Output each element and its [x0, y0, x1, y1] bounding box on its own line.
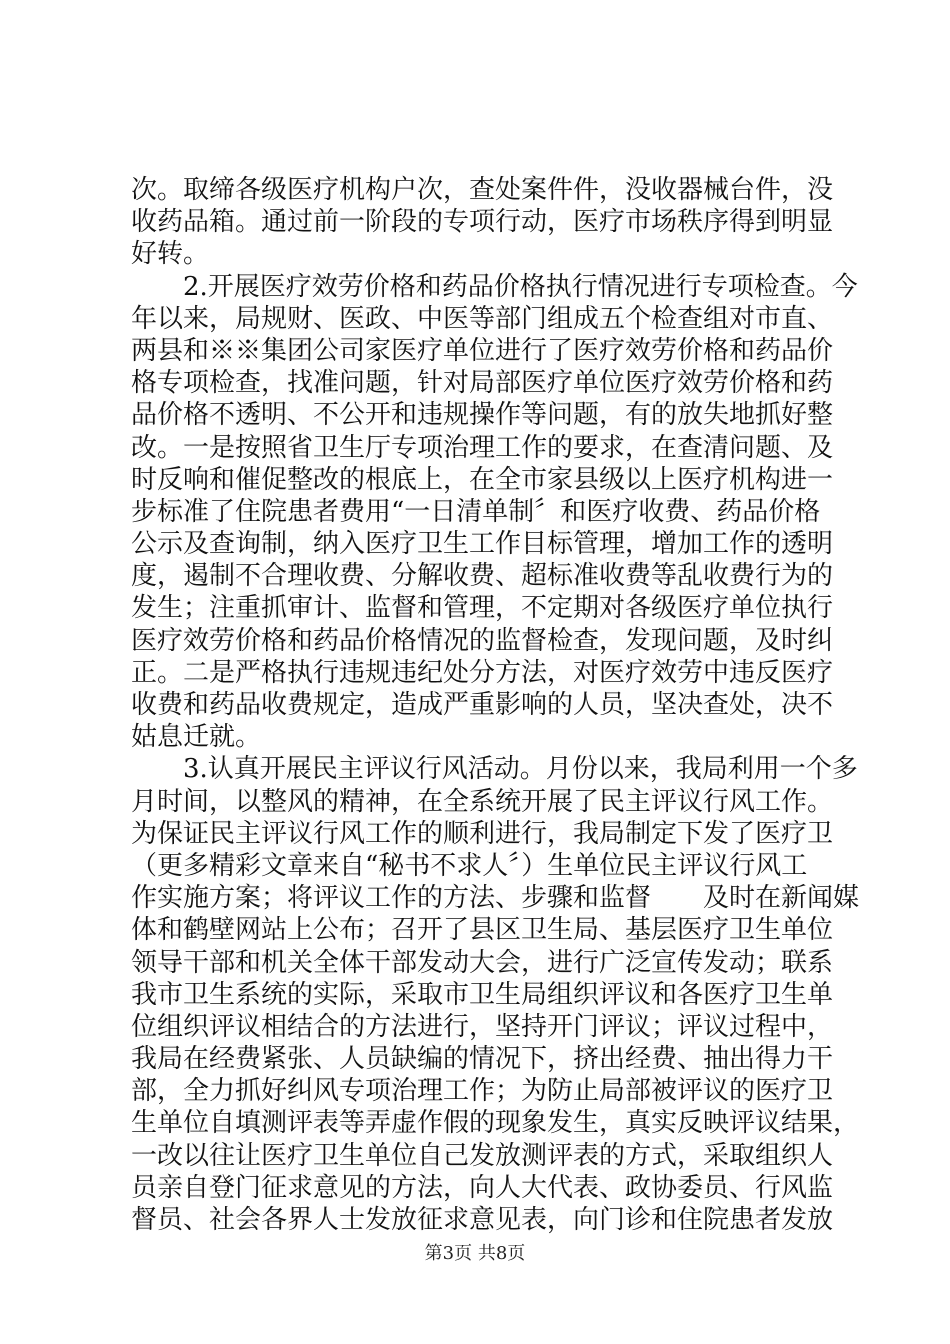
- text-line: 我局在经费紧张、人员缺编的情况下，挤出经费、抽出得力干: [131, 1044, 834, 1075]
- text-line: 员亲自登门征求意见的方法，向人大代表、政协委员、行风监: [131, 1172, 834, 1203]
- text-line: 体和鹤壁网站上公布；召开了县区卫生局、基层医疗卫生单位: [131, 915, 834, 946]
- document-body: [131, 174, 860, 1236]
- text-line: 发生；注重抓审计、监督和管理，不定期对各级医疗单位执行: [131, 593, 834, 624]
- text-line: 医疗效劳价格和药品价格情况的监督检查，发现问题，及时纠: [131, 625, 834, 656]
- text-line: 作实施方案；将评议工作的方法、步骤和监督 及时在新闻媒: [131, 883, 860, 914]
- text-line: 月时间，以整风的精神，在全系统开展了民主评议行风工作。: [131, 786, 834, 817]
- text-line: 收费和药品收费规定，造成严重影响的人员，坚决查处，决不: [131, 690, 834, 720]
- text-line: 领导干部和机关全体干部发动大会，进行广泛宣传发动；联系: [131, 947, 834, 978]
- text-line: 度，遏制不合理收费、分解收费、超标准收费等乱收费行为的: [131, 561, 834, 592]
- text-line: 两县和※※集团公司家医疗单位进行了医疗效劳价格和药品价: [131, 335, 834, 366]
- text-line: 姑息迁就。: [131, 722, 262, 753]
- text-line: 格专项检查，找准问题，针对局部医疗单位医疗效劳价格和药: [131, 368, 834, 399]
- text-line: 公示及查询制，纳入医疗卫生工作目标管理，增加工作的透明: [131, 529, 834, 560]
- text-line: 时反响和催促整改的根底上，在全市家县级以上医疗机构进一: [131, 464, 834, 495]
- text-line: 部，全力抓好纠风专项治理工作；为防止局部被评议的医疗卫: [131, 1076, 834, 1107]
- text-line: 位组织评议相结合的方法进行，坚持开门评议；评议过程中，: [131, 1011, 834, 1042]
- text-line: 我市卫生系统的实际，采取市卫生局组织评议和各医疗卫生单: [131, 979, 834, 1010]
- text-line: 好转。: [131, 239, 210, 270]
- text-line: 步标准了住院患者费用“一日清单制〞和医疗收费、药品价格: [131, 496, 821, 527]
- text-line: 2.开展医疗效劳价格和药品价格执行情况进行专项检查。今: [131, 271, 858, 302]
- text-line: 年以来，局规财、医政、中医等部门组成五个检查组对市直、: [131, 303, 834, 334]
- text-line: （更多精彩文章来自“秘书不求人〞）生单位民主评议行风工: [131, 850, 808, 881]
- text-line: 正。二是严格执行违规违纪处分方法，对医疗效劳中违反医疗: [131, 657, 834, 688]
- text-line: 3.认真开展民主评议行风活动。月份以来，我局利用一个多: [131, 754, 858, 785]
- text-line: 次。取缔各级医疗机构户次，查处案件件，没收器械台件，没: [131, 175, 834, 205]
- text-line: 生单位自填测评表等弄虚作假的现象发生，真实反映评议结果，: [131, 1108, 860, 1139]
- text-line: 为保证民主评议行风工作的顺利进行，我局制定下发了医疗卫: [131, 818, 834, 849]
- text-line: 改。一是按照省卫生厅专项治理工作的要求，在查清问题、及: [131, 432, 834, 463]
- text-line: 一改以往让医疗卫生单位自己发放测评表的方式，采取组织人: [131, 1140, 834, 1171]
- text-line: 品价格不透明、不公开和违规操作等问题，有的放失地抓好整: [131, 400, 834, 431]
- page-footer: 第3页 共8页: [424, 1243, 526, 1264]
- text-line: 督员、社会各界人士发放征求意见表，向门诊和住院患者发放: [131, 1205, 834, 1235]
- text-line: 收药品箱。通过前一阶段的专项行动，医疗市场秩序得到明显: [131, 207, 834, 238]
